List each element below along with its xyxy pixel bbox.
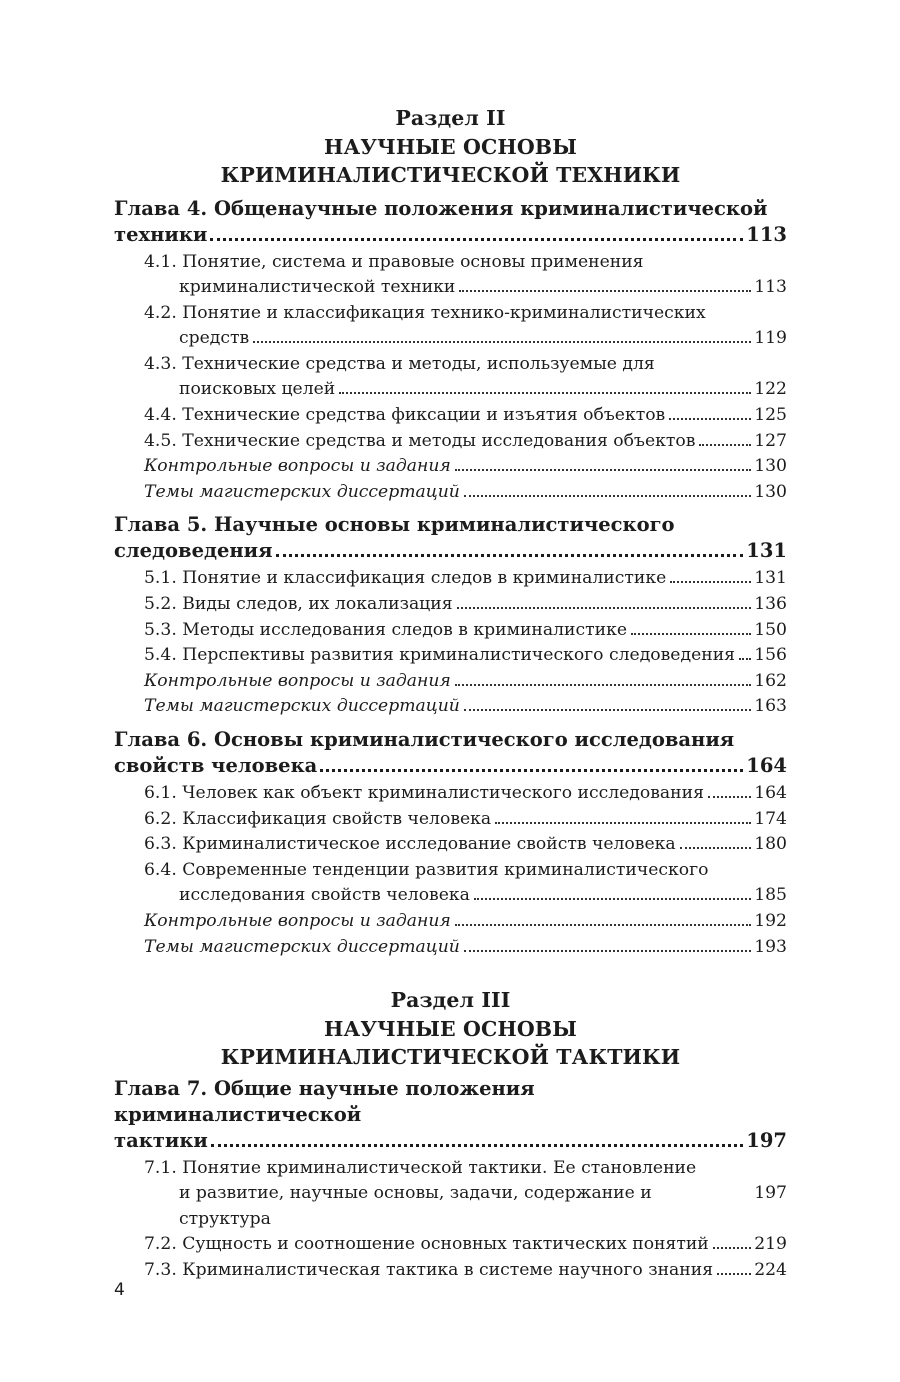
entry-title: 5.3. Методы исследования следов в криминалистике	[144, 619, 628, 640]
entry-title: и развитие, научные основы, задачи, содержание и структура	[179, 1183, 652, 1229]
page-ref: 119	[754, 328, 787, 349]
toc-entry-theses[interactable]	[144, 694, 787, 720]
toc-entry-theses[interactable]	[144, 935, 787, 961]
dot-leader	[455, 924, 751, 926]
page-ref: 193	[754, 936, 787, 957]
toc-entry[interactable]	[144, 250, 787, 301]
chapter-title-line: свойств человека	[114, 754, 318, 777]
page-ref: 162	[754, 670, 787, 691]
chapter-title-line: тактики	[114, 1128, 208, 1152]
chapter-4	[114, 196, 787, 506]
entry-title: 4.2. Понятие и классификация технико-криминалистических	[144, 302, 706, 323]
toc-entry[interactable]	[144, 618, 787, 644]
chapter-title-line: техники	[114, 222, 208, 246]
dot-leader	[713, 1247, 751, 1249]
dot-leader	[495, 822, 751, 824]
page-ref: 136	[754, 594, 787, 615]
page-ref: 130	[754, 481, 787, 502]
dot-leader	[464, 495, 751, 497]
entry-title: 4.1. Понятие, система и правовые основы применения	[144, 251, 644, 272]
dot-leader	[457, 607, 752, 609]
dot-leader	[464, 709, 751, 711]
entry-title: поисковых целей	[179, 379, 336, 400]
entry-title: 4.4. Технические средства фиксации и изъятия объектов	[144, 405, 666, 426]
page-ref: 130	[754, 456, 787, 477]
toc-entry[interactable]	[144, 301, 787, 352]
page-ref: 219	[754, 1234, 787, 1255]
entry-title: Темы магистерских диссертаций	[144, 936, 460, 957]
chapter-title-line: Глава 6. Основы криминалистического исследования	[114, 728, 735, 751]
dot-leader	[455, 469, 751, 471]
dot-leader	[211, 1144, 743, 1147]
entry-title: Темы магистерских диссертаций	[144, 696, 460, 717]
section-label: Раздел III	[390, 988, 511, 1013]
page-ref: 174	[754, 808, 787, 829]
section-label: Раздел II	[395, 106, 506, 130]
page-number: 4	[114, 1280, 125, 1300]
page-ref: 197	[746, 1128, 787, 1152]
page-ref: 156	[754, 645, 787, 666]
dot-leader	[459, 290, 751, 292]
dot-leader	[699, 444, 751, 446]
dot-leader	[253, 341, 751, 343]
entry-title: 7.2. Сущность и соотношение основных тактических понятий	[144, 1234, 709, 1255]
dot-leader	[455, 684, 751, 686]
toc-entry[interactable]	[144, 592, 787, 618]
entry-title: Контрольные вопросы и задания	[144, 456, 451, 477]
dot-leader	[474, 898, 751, 900]
entry-title: 4.3. Технические средства и методы, используемые для	[144, 353, 655, 374]
chapter-6	[114, 727, 787, 960]
page-ref: 127	[754, 430, 787, 451]
toc-entry[interactable]	[144, 781, 787, 807]
entry-title: 7.3. Криминалистическая тактика в системе научного знания	[144, 1260, 714, 1281]
page-ref: 122	[754, 379, 787, 400]
section-title-line: КРИМИНАЛИСТИЧЕСКОЙ ТЕХНИКИ	[220, 163, 681, 187]
chapter-title-line: следоведения	[114, 539, 273, 563]
page-ref: 180	[754, 834, 787, 855]
entry-title: 6.3. Криминалистическое исследование свойств человека	[144, 834, 676, 855]
page-ref: 125	[754, 405, 787, 426]
entry-title: 6.2. Классификация свойств человека	[144, 808, 492, 829]
toc-entry[interactable]	[144, 643, 787, 669]
page-ref: 150	[754, 619, 787, 640]
page-ref: 163	[754, 696, 787, 717]
chapter-title[interactable]	[114, 727, 787, 779]
entry-title: 4.5. Технические средства и методы исследования объектов	[144, 430, 696, 451]
toc-entry-questions[interactable]	[144, 454, 787, 480]
toc-entry-questions[interactable]	[144, 909, 787, 935]
dot-leader	[464, 950, 751, 952]
chapter-title-line: Глава 4. Общенаучные положения криминалистической	[114, 196, 768, 220]
toc-entry-questions[interactable]	[144, 669, 787, 695]
page-ref: 164	[746, 754, 787, 777]
dot-leader	[320, 769, 743, 772]
toc-entry[interactable]	[144, 832, 787, 858]
chapter-5	[114, 512, 787, 720]
toc-entry[interactable]	[144, 1156, 787, 1233]
entry-title: исследования свойств человека	[179, 885, 470, 906]
entry-title: Контрольные вопросы и задания	[144, 670, 451, 691]
dot-leader	[739, 658, 751, 660]
toc-entry[interactable]	[144, 1232, 787, 1258]
page-ref: 197	[754, 1183, 787, 1204]
dot-leader	[669, 418, 751, 420]
toc-entry[interactable]	[144, 429, 787, 455]
toc-entry-theses[interactable]	[144, 480, 787, 506]
toc-entry[interactable]	[144, 807, 787, 833]
page-ref: 113	[754, 277, 787, 298]
toc-entry[interactable]	[144, 1258, 787, 1284]
chapter-title[interactable]	[114, 196, 787, 248]
entry-title: 6.1. Человек как объект криминалистического исследования	[144, 783, 704, 803]
entry-title: 5.2. Виды следов, их локализация	[144, 594, 453, 615]
chapter-title-line: Глава 5. Научные основы криминалистического	[114, 513, 675, 537]
entry-title: 6.4. Современные тенденции развития криминалистического	[144, 859, 709, 880]
dot-leader	[210, 238, 743, 241]
entry-title: 7.1. Понятие криминалистической тактики. Ее становление	[144, 1157, 697, 1178]
dot-leader	[276, 554, 744, 557]
dot-leader	[680, 847, 752, 849]
chapter-title[interactable]	[114, 1076, 787, 1154]
page-ref: 224	[754, 1260, 787, 1281]
section-title-line: КРИМИНАЛИСТИЧЕСКОЙ ТАКТИКИ	[220, 1045, 681, 1070]
page-ref: 131	[754, 568, 787, 589]
toc-entry[interactable]	[144, 352, 787, 403]
section-heading	[114, 986, 787, 1072]
chapter-7	[114, 1076, 787, 1284]
page-ref: 185	[754, 885, 787, 906]
toc-entry[interactable]	[144, 566, 787, 592]
entry-title: 5.4. Перспективы развития криминалистического следоведения	[144, 645, 735, 666]
dot-leader	[339, 392, 751, 394]
entry-title: Контрольные вопросы и задания	[144, 910, 451, 931]
section-title-line: НАУЧНЫЕ ОСНОВЫ	[324, 134, 577, 159]
chapter-title[interactable]	[114, 512, 787, 564]
toc-page	[114, 100, 787, 1291]
dot-leader	[717, 1273, 751, 1275]
entry-title: средств	[179, 328, 250, 349]
section-title-line: НАУЧНЫЕ ОСНОВЫ	[324, 1016, 577, 1041]
page-ref: 113	[746, 222, 787, 246]
chapter-title-line: Глава 7. Общие научные положения криминалистической	[114, 1076, 535, 1126]
section-heading	[114, 104, 787, 190]
dot-leader	[708, 796, 751, 798]
dot-leader	[670, 581, 751, 583]
dot-leader	[631, 633, 751, 635]
entry-title: криминалистической техники	[179, 277, 456, 298]
entry-title: Темы магистерских диссертаций	[144, 481, 460, 502]
page-ref: 131	[746, 539, 787, 563]
entry-title: 5.1. Понятие и классификация следов в криминалистике	[144, 568, 667, 589]
page-ref: 192	[754, 910, 787, 931]
page-ref: 164	[754, 783, 787, 803]
toc-entry[interactable]	[144, 858, 787, 909]
toc-entry[interactable]	[144, 403, 787, 429]
